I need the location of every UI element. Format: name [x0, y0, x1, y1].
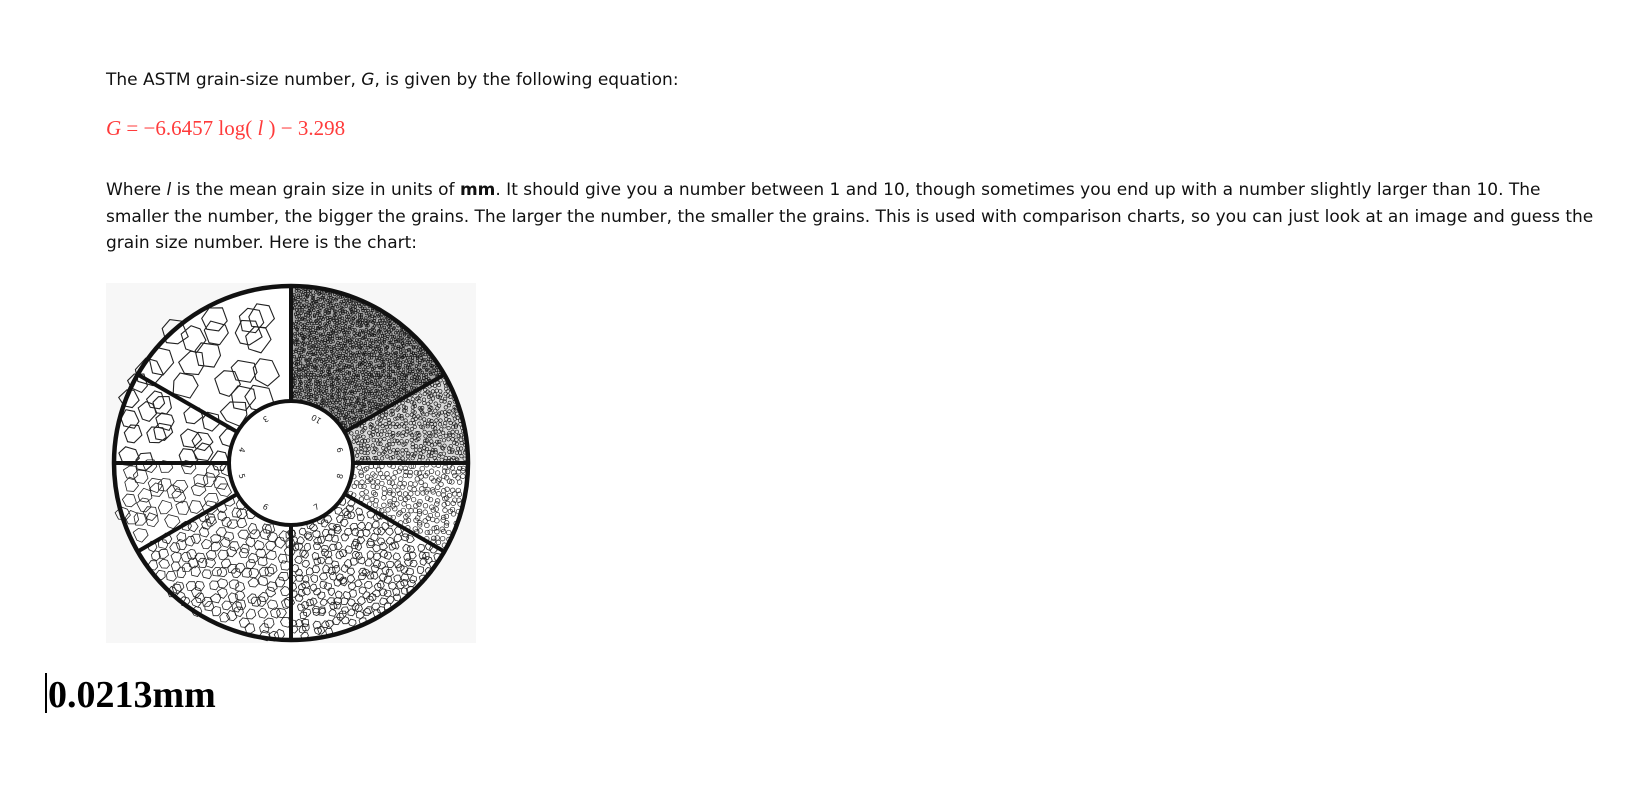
- equation-middle: = −6.6457 log(: [121, 116, 258, 140]
- grain-size-label: 7: [312, 501, 321, 513]
- grain-size-comparison-chart: [106, 283, 476, 643]
- equation-lhs: G: [106, 116, 122, 140]
- intro-after: , is given by the following equation:: [374, 70, 679, 90]
- grain-size-label: 8: [335, 472, 346, 480]
- equation-end: ) − 3.298: [263, 116, 346, 140]
- grain-size-label: 10: [309, 412, 324, 426]
- equation-arg: l: [257, 116, 264, 140]
- grain-size-label: 5: [236, 472, 247, 480]
- explanation-paragraph: [106, 177, 1596, 257]
- para-part-3: . It should give you a number between 1 and 10, though sometimes you end up with a number slightly larger than 10. The smaller the number, the bigger the grains. The larger the number, the smaller the grains. This is used with comparison charts, so you can just look at an image and guess the grain size number. Here is the chart:: [106, 180, 1594, 253]
- para-unit-mm: mm: [459, 180, 496, 200]
- grain-chart-image: [106, 283, 476, 643]
- answer-value: 0.0213mm: [48, 674, 216, 716]
- grain-size-label: 3: [261, 413, 270, 425]
- para-part-1: Where: [106, 180, 167, 200]
- grain-size-label: 4: [236, 446, 247, 454]
- grain-size-label: 9: [335, 446, 346, 454]
- text-cursor: [45, 673, 47, 713]
- intro-sentence: [106, 67, 679, 93]
- grain-size-equation: [106, 116, 345, 141]
- para-variable-l: l: [166, 180, 172, 200]
- intro-before: The ASTM grain-size number,: [106, 70, 362, 90]
- para-part-2: is the mean grain size in units of: [171, 180, 460, 200]
- inner-ring: [229, 401, 353, 525]
- answer-text[interactable]: [45, 672, 216, 718]
- grain-size-label: 6: [261, 501, 270, 513]
- intro-variable-g: G: [361, 70, 375, 90]
